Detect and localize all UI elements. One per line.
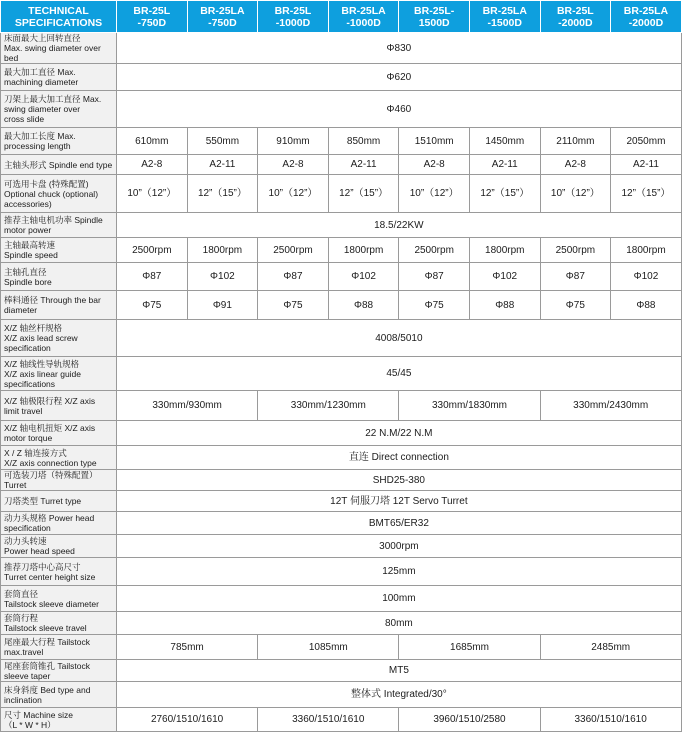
spec-label-line: 推荐主轴电机功率 Spindle [4,215,103,225]
spec-value-cell: 1800rpm [328,238,399,263]
spec-value-cell: SHD25-380 [117,470,682,491]
spec-value-cell: 1800rpm [187,238,258,263]
spec-label-cell [1,263,117,291]
spec-row [1,91,682,128]
spec-value-cell: A2-8 [117,155,188,175]
spec-label-cell [1,682,117,708]
spec-label-line: 套筒行程 [4,613,39,623]
spec-label-line: swing diameter over [4,104,81,114]
model-name: BR-25L [133,4,171,17]
model-name: BR-25LA [482,4,527,17]
spec-value-cell: 12”（15”） [328,175,399,213]
spec-value-cell: 2110mm [540,128,611,155]
spec-value-cell: 2500rpm [117,238,188,263]
spec-value-cell: 4008/5010 [117,320,682,357]
spec-value-cell: 2485mm [540,635,681,660]
spec-value-cell: Φ102 [187,263,258,291]
spec-label-cell [1,558,117,586]
model-name: BR-25L- [414,4,455,17]
spec-label-line: Optional chuck (optional) [4,188,99,199]
model-length: -1000D [346,16,381,29]
spec-label-line: 刀架上最大加工直径 Max. [4,94,102,104]
spec-row [1,291,682,320]
spec-label-line: Max. swing diameter over bed [4,43,101,63]
spec-row [1,64,682,91]
spec-value-cell: 330mm/930mm [117,391,258,421]
spec-label-line: specification [4,343,51,353]
spec-label-cell [1,128,117,155]
spec-value-cell: 直连 Direct connection [117,446,682,470]
spec-row [1,175,682,213]
model-length: 1500D [418,16,450,29]
spec-label-line: （L * W * H） [4,719,56,730]
spec-value-cell: 12T 伺服刀塔 12T Servo Turret [117,491,682,512]
spec-label-cell [1,175,117,213]
spec-row [1,128,682,155]
spec-value-cell: 100mm [117,586,682,612]
spec-value-cell: 2500rpm [540,238,611,263]
model-header [611,1,682,33]
spec-label-line: Spindle speed [4,250,58,260]
spec-label-line: Spindle bore [4,276,52,287]
spec-value-cell: Φ620 [117,64,682,91]
spec-value-cell: Φ102 [611,263,682,291]
spec-label-line: Power head speed [4,546,75,556]
spec-label-cell [1,491,117,512]
spec-value-cell: A2-8 [540,155,611,175]
spec-row [1,682,682,708]
spec-label-line: 最大加工直径 Max. [4,67,76,77]
spec-label-cell [1,512,117,535]
model-header [469,1,540,33]
spec-value-cell: Φ87 [399,263,470,291]
spec-value-cell: 1085mm [258,635,399,660]
spec-label-line: specifications [4,378,56,389]
header-label-line: SPECIFICATIONS [14,16,103,29]
spec-label-cell [1,238,117,263]
spec-label-cell [1,660,117,682]
spec-label-line: 主轴最高转速 [4,240,56,250]
spec-value-cell: 1510mm [399,128,470,155]
spec-label-line: Turret [4,480,27,490]
spec-value-cell: Φ75 [258,291,329,320]
spec-label-line: 尾座套筒锥孔 Tailstock [4,660,90,671]
spec-row [1,213,682,238]
spec-label-cell [1,33,117,64]
model-name: BR-25L [556,4,594,17]
spec-label-cell [1,635,117,660]
spec-label-line: X/Z axis connection type [4,457,97,468]
spec-value-cell: Φ460 [117,91,682,128]
model-header [540,1,611,33]
spec-label-cell [1,155,117,175]
spec-label-line: Turret center height size [4,571,96,582]
spec-row [1,320,682,357]
model-name: BR-25LA [341,4,386,17]
spec-value-cell: Φ87 [540,263,611,291]
spec-value-cell: Φ102 [328,263,399,291]
spec-value-cell: 610mm [117,128,188,155]
spec-value-cell: MT5 [117,660,682,682]
model-header [328,1,399,33]
spec-value-cell: 10”（12”） [258,175,329,213]
spec-value-cell: 12”（15”） [611,175,682,213]
spec-value-cell: A2-8 [399,155,470,175]
spec-row [1,357,682,391]
spec-row [1,612,682,635]
spec-value-cell: 850mm [328,128,399,155]
spec-value-cell: A2-11 [469,155,540,175]
spec-row [1,33,682,64]
spec-value-cell: 12”（15”） [187,175,258,213]
model-header [187,1,258,33]
spec-label-cell [1,91,117,128]
spec-label-cell [1,421,117,446]
spec-value-cell: 2050mm [611,128,682,155]
spec-value-cell: 1800rpm [611,238,682,263]
spec-label-line: accessories) [4,198,52,209]
spec-value-cell: 整体式 Integrated/30° [117,682,682,708]
spec-label-cell [1,291,117,320]
spec-value-cell: 910mm [258,128,329,155]
spec-label-cell [1,535,117,558]
spec-value-cell: A2-8 [258,155,329,175]
spec-value-cell: 2760/1510/1610 [117,708,258,732]
spec-label-line: Tailstock sleeve travel [4,623,87,633]
spec-label-line: X / Z 轴连接方式 [4,447,67,458]
spec-label-line: 尺寸 Machine size [4,709,73,720]
spec-value-cell: A2-11 [328,155,399,175]
model-length: -2000D [628,16,664,29]
spec-label-line: cross slide [4,114,45,124]
spec-value-cell: BMT65/ER32 [117,512,682,535]
spec-label-line: 最大加工长度 Max. [4,131,76,141]
spec-label-cell [1,320,117,357]
spec-label-cell [1,586,117,612]
spec-label-cell [1,612,117,635]
spec-label-cell [1,391,117,421]
spec-value-cell: Φ88 [328,291,399,320]
spec-value-cell: 18.5/22KW [117,213,682,238]
spec-label-line: 可选用卡盘 (特殊配置) [4,178,89,189]
spec-row [1,512,682,535]
spec-row [1,155,682,175]
spec-label-line: X/Z axis lead screw [4,333,78,343]
spec-value-cell: 125mm [117,558,682,586]
spec-value-cell: 2500rpm [399,238,470,263]
spec-value-cell: A2-11 [187,155,258,175]
spec-value-cell: 10”（12”） [399,175,470,213]
spec-value-cell: Φ75 [117,291,188,320]
spec-label-line: processing length [4,141,71,151]
spec-row [1,446,682,470]
spec-row [1,586,682,612]
spec-label-line: 推荐刀塔中心高尺寸 [4,561,81,572]
spec-value-cell: Φ830 [117,33,682,64]
spec-label-line: 床身斜度 Bed type and [4,684,91,695]
spec-row [1,391,682,421]
header-label-line: TECHNICAL [28,4,89,17]
model-header [258,1,329,33]
spec-value-cell: Φ75 [540,291,611,320]
spec-value-cell: Φ88 [611,291,682,320]
spec-value-cell: 1685mm [399,635,540,660]
spec-label-line: X/Z 轴线性导轨规格 [4,358,80,369]
spec-value-cell: 3000rpm [117,535,682,558]
spec-label-line: diameter [4,305,38,315]
model-header [399,1,470,33]
spec-label-line: X/Z 轴极限行程 X/Z axis [4,395,96,406]
spec-value-cell: 22 N.M/22 N.M [117,421,682,446]
spec-label-line: 床面最大上回转直径 [4,33,81,43]
spec-label-line: X/Z axis linear guide [4,368,82,379]
spec-value-cell: 1450mm [469,128,540,155]
spec-value-cell: Φ87 [117,263,188,291]
header-row [1,1,682,33]
spec-row [1,660,682,682]
spec-label-line: Tailstock sleeve diameter [4,598,99,609]
spec-label-line: 套筒直径 [4,588,39,599]
spec-value-cell: 80mm [117,612,682,635]
spec-label-line: limit travel [4,405,43,416]
spec-label-line: motor power [4,225,52,235]
spec-row [1,635,682,660]
spec-label-line: inclination [4,694,42,705]
spec-value-cell: Φ88 [469,291,540,320]
model-name: BR-25L [274,4,312,17]
spec-label-line: X/Z 轴电机扭矩 X/Z axis [4,423,96,433]
spec-label-cell [1,446,117,470]
spec-body [1,33,682,732]
spec-value-cell: Φ75 [399,291,470,320]
model-length: -1000D [275,16,311,29]
spec-value-cell: 2500rpm [258,238,329,263]
spec-label-line: motor torque [4,433,53,443]
spec-label-line: 刀塔类型 Turret type [4,496,82,506]
spec-row [1,535,682,558]
model-name: BR-25LA [200,4,245,17]
spec-value-cell: 3360/1510/1610 [540,708,681,732]
spec-label-line: max.travel [4,647,44,657]
spec-label-line: 可选装刀塔（特殊配置） [4,470,98,480]
spec-label-line: 主轴头形式 Spindle end type [4,159,113,170]
spec-value-cell: 550mm [187,128,258,155]
spec-value-cell: Φ91 [187,291,258,320]
spec-value-cell: 10”（12”） [540,175,611,213]
spec-row [1,558,682,586]
model-length: -750D [208,16,237,29]
spec-label-cell [1,708,117,732]
spec-value-cell: 3960/1510/2580 [399,708,540,732]
header-label-cell [1,1,117,33]
spec-value-cell: 12”（15”） [469,175,540,213]
model-length: -2000D [558,16,593,29]
spec-value-cell: Φ87 [258,263,329,291]
spec-value-cell: 1800rpm [469,238,540,263]
spec-label-line: 主轴孔直径 [4,266,47,277]
model-length: -1500D [487,16,522,29]
spec-value-cell: 330mm/1230mm [258,391,399,421]
spec-label-cell [1,64,117,91]
spec-label-line: 棒料通径 Through the bar [4,295,101,305]
spec-label-line: machining diameter [4,77,79,87]
spec-row [1,491,682,512]
spec-value-cell: 10”（12”） [117,175,188,213]
model-header [117,1,188,33]
spec-label-cell [1,357,117,391]
spec-label-line: 尾座最大行程 Tailstock [4,637,90,647]
spec-label-line: 动力头规格 Power head [4,513,95,523]
spec-value-cell: 45/45 [117,357,682,391]
spec-row [1,421,682,446]
spec-value-cell: A2-11 [611,155,682,175]
spec-value-cell: 330mm/2430mm [540,391,681,421]
model-name: BR-25LA [623,4,669,17]
spec-label-line: specification [4,523,51,533]
model-length: -750D [137,16,167,29]
spec-row [1,238,682,263]
spec-row [1,708,682,732]
spec-label-line: X/Z 轴丝杆规格 [4,323,63,333]
spec-label-line: 动力头转速 [4,536,47,546]
spec-value-cell: 330mm/1830mm [399,391,540,421]
spec-row [1,470,682,491]
spec-label-cell [1,213,117,238]
spec-row [1,263,682,291]
spec-label-line: sleeve taper [4,670,51,681]
spec-value-cell: 3360/1510/1610 [258,708,399,732]
spec-label-cell [1,470,117,491]
spec-value-cell: Φ102 [469,263,540,291]
spec-value-cell: 785mm [117,635,258,660]
